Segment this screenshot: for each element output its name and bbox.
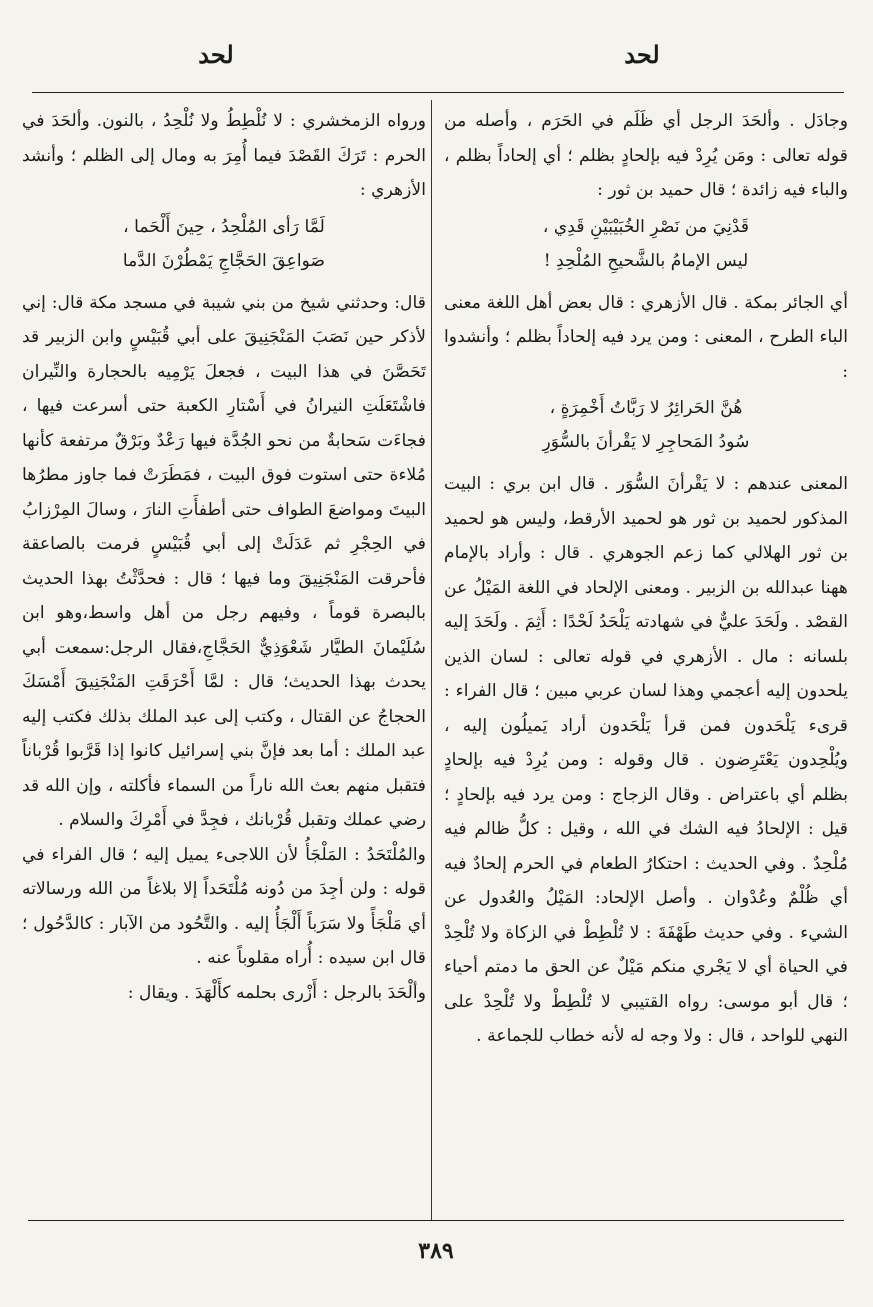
column-divider — [431, 100, 432, 1220]
right-column — [444, 104, 848, 1216]
verse-line: لَمَّا رَأى المُلْحِدُ ، حِينَ أَلْحَما ، — [123, 216, 325, 237]
verse-line: صَواعِقَ الحَجَّاجِ يَمْطُرْنَ الدَّما — [122, 250, 326, 271]
bottom-rule — [28, 1220, 844, 1221]
verse — [22, 210, 426, 278]
verse-line: هُنَّ الحَرائِرُ لا رَبَّاتُ أَخْمِرَةٍ ، — [549, 398, 743, 418]
paragraph: قال: وحدثني شيخ من بني شيبة في مسجد مكة قال: إني لأذكر حين نَصَبَ المَنْجَنِيقَ على أبي قُبَيْسٍ وابن الزبير قد تَحَصَّنَ في هذا البيت ، فجعلَ يَرْمِيه بالحجارة والنِّيران فاشْتَعَلَتِ النيرانُ في أَسْتارِ الكعبة حتى أسرعت فيها ، فجاءَت سَحابةٌ من نحو الجُدَّة فيها رَعْدٌ وبَرْقٌ مرتفعة كأنها مُلاءة حتى استوت فوق البيت ، فمَطَرَتْ فما جاوز مطرُها البيتَ ومواضعَ الطواف حتى أطفأَتِ النارَ ، وسالَ المِرْزابُ في الحِجْرِ ثم عَدَلَتْ إلى أبي قُبَيْسٍ فرمت بالصاعقة فأحرقت المَنْجَنِيقَ وما فيها ؛ قال : فحدَّثْتُ بهذا الحديث بالبصرة قوماً ، وفيهم رجل من أهل واسط،وهو ابن سُلَيْمانَ الطيَّار شَعْوَذِيٌّ الحَجَّاجِ،فقال الرجل:سمعت أبي يحدث بهذا الحديث؛ قال : لمَّا أَحْرَقَتِ المَنْجَنِيقَ أَمْسَكَ الحجاجُ عن القتال ، وكتب إلى عبد الملك بذلك فكتب إليه عبد الملك : أما بعد فإنَّ بني إسرائيل كانوا إذا قَرَّبوا قُرْباناً فتقبل منهم بعث الله ناراً من السماء فأكلته ، وإن الله قد رضي عملك وتقبل قُرْبانك ، فجِدَّ في أَمْرِكَ والسلام . — [22, 292, 426, 830]
page-number: ٣٨٩ — [418, 1238, 454, 1264]
paragraph: والمُلْتَحَدُ : المَلْجَأُ لأن اللاجىء يميل إليه ؛ قال الفراء في قوله : ولن أجِدَ من دُونه مُلْتَحَداً إلا بلاغاً من الله ورسالاته أي مَلْجَأً ولا سَرَباً أَلْجَأُ إليه . والتَّحُود من الآبار : كالدَّحُول ؛ قال ابن سيده : أُراه مقلوباً عنه . — [22, 844, 426, 968]
paragraph: وألْحَدَ بالرجل : أَزْرى بحلمه كأَلْهَدَ . ويقال : — [127, 982, 426, 1003]
left-column — [22, 104, 426, 1216]
verse-line: ليس الإمامُ بالشَّحيحِ المُلْحِدِ ! — [543, 250, 749, 271]
running-header-left: لحد — [198, 40, 234, 69]
running-header-right: لحد — [624, 40, 660, 69]
verse-line: سُودُ المَحاجِرِ لا يَقْرأنَ بالسُّوَرِ — [542, 432, 750, 452]
verse — [444, 210, 848, 278]
verse-line: قَدْنِيَ من نَصْرِ الخُبَيْبَيْنِ قَدِي ، — [542, 216, 750, 237]
paragraph: وجادَل . وألحَدَ الرجل أي ظَلَم في الحَرَم ، وأصله من قوله تعالى : ومَن يُرِدْ فيه بإلحادٍ بظلم ؛ أي إلحاداً بظلم ، والباء فيه زائدة ؛ قال حميد بن ثور : — [444, 111, 848, 200]
top-rule — [32, 92, 844, 93]
verse — [444, 391, 848, 459]
paragraph: أي الجائر بمكة . قال الأزهري : قال بعض أهل اللغة معنى الباء الطرح ، المعنى : ومن يرد فيه إلحاداً بظلم ؛ وأنشدوا : — [444, 292, 848, 382]
paragraph: ورواه الزمخشري : لا نُلْطِطُ ولا نُلْحِدُ ، بالنون. وألحَدَ في الحرم : تَرَكَ القَصْدَ فيما أُمِرَ به ومال إلى الظلم ؛ وأنشد الأزهري : — [22, 111, 426, 200]
paragraph: المعنى عندهم : لا يَقْرأنَ السُّوَر . قال ابن بري : البيت المذكور لحميد بن ثور هو لحميد الأرقط، وليس هو لحميد بن ثور الهلالي كما زعم الجوهري . قال : وأراد بالإمام ههنا عبدالله بن الزبير . ومعنى الإلحاد في اللغة المَيْلُ عن القصْد . ولَحَدَ عليٌّ في شهادته يَلْحَدُ لَحْدًا : أَثِمَ . ولَحَدَ إليه بلسانه : مال . الأزهري في قوله تعالى : لسان الذين يلحدون إليه أعجمي وهذا لسان عربي مبين ؛ قال الفراء : قرىء يَلْحَدون فمن قرأ يَلْحَدون أراد يَميلُون إليه ، ويُلْحِدون يَعْتَرِضون . قال وقوله : ومن يُرِدْ فيه بإلحادٍ بظلم أي باعتراض . وقال الزجاج : ومن يرد فيه بإلحادٍ ؛ قيل : الإلحادُ فيه الشك في الله ، وقيل : كلُّ ظالم فيه مُلْحِدٌ . وفي الحديث : احتكارُ الطعام في الحرم إلحادٌ فيه أي ظُلْمٌ وعُدْوان . وأصل الإلحاد: المَيْلُ والعُدول عن الشيء . وفي حديث طَهْفَةَ : لا تُلْطِطْ في الزكاة ولا تُلْحِدْ في الحياة أي لا يَجْري منكم مَيْلٌ عن الحق ما دمتم أحياء ؛ قال أبو موسى: رواه القتيبي لا تُلْطِطْ ولا تُلْحِدْ على النهي للواحد ، قال : ولا وجه له لأنه خطاب للجماعة . — [444, 474, 848, 1046]
